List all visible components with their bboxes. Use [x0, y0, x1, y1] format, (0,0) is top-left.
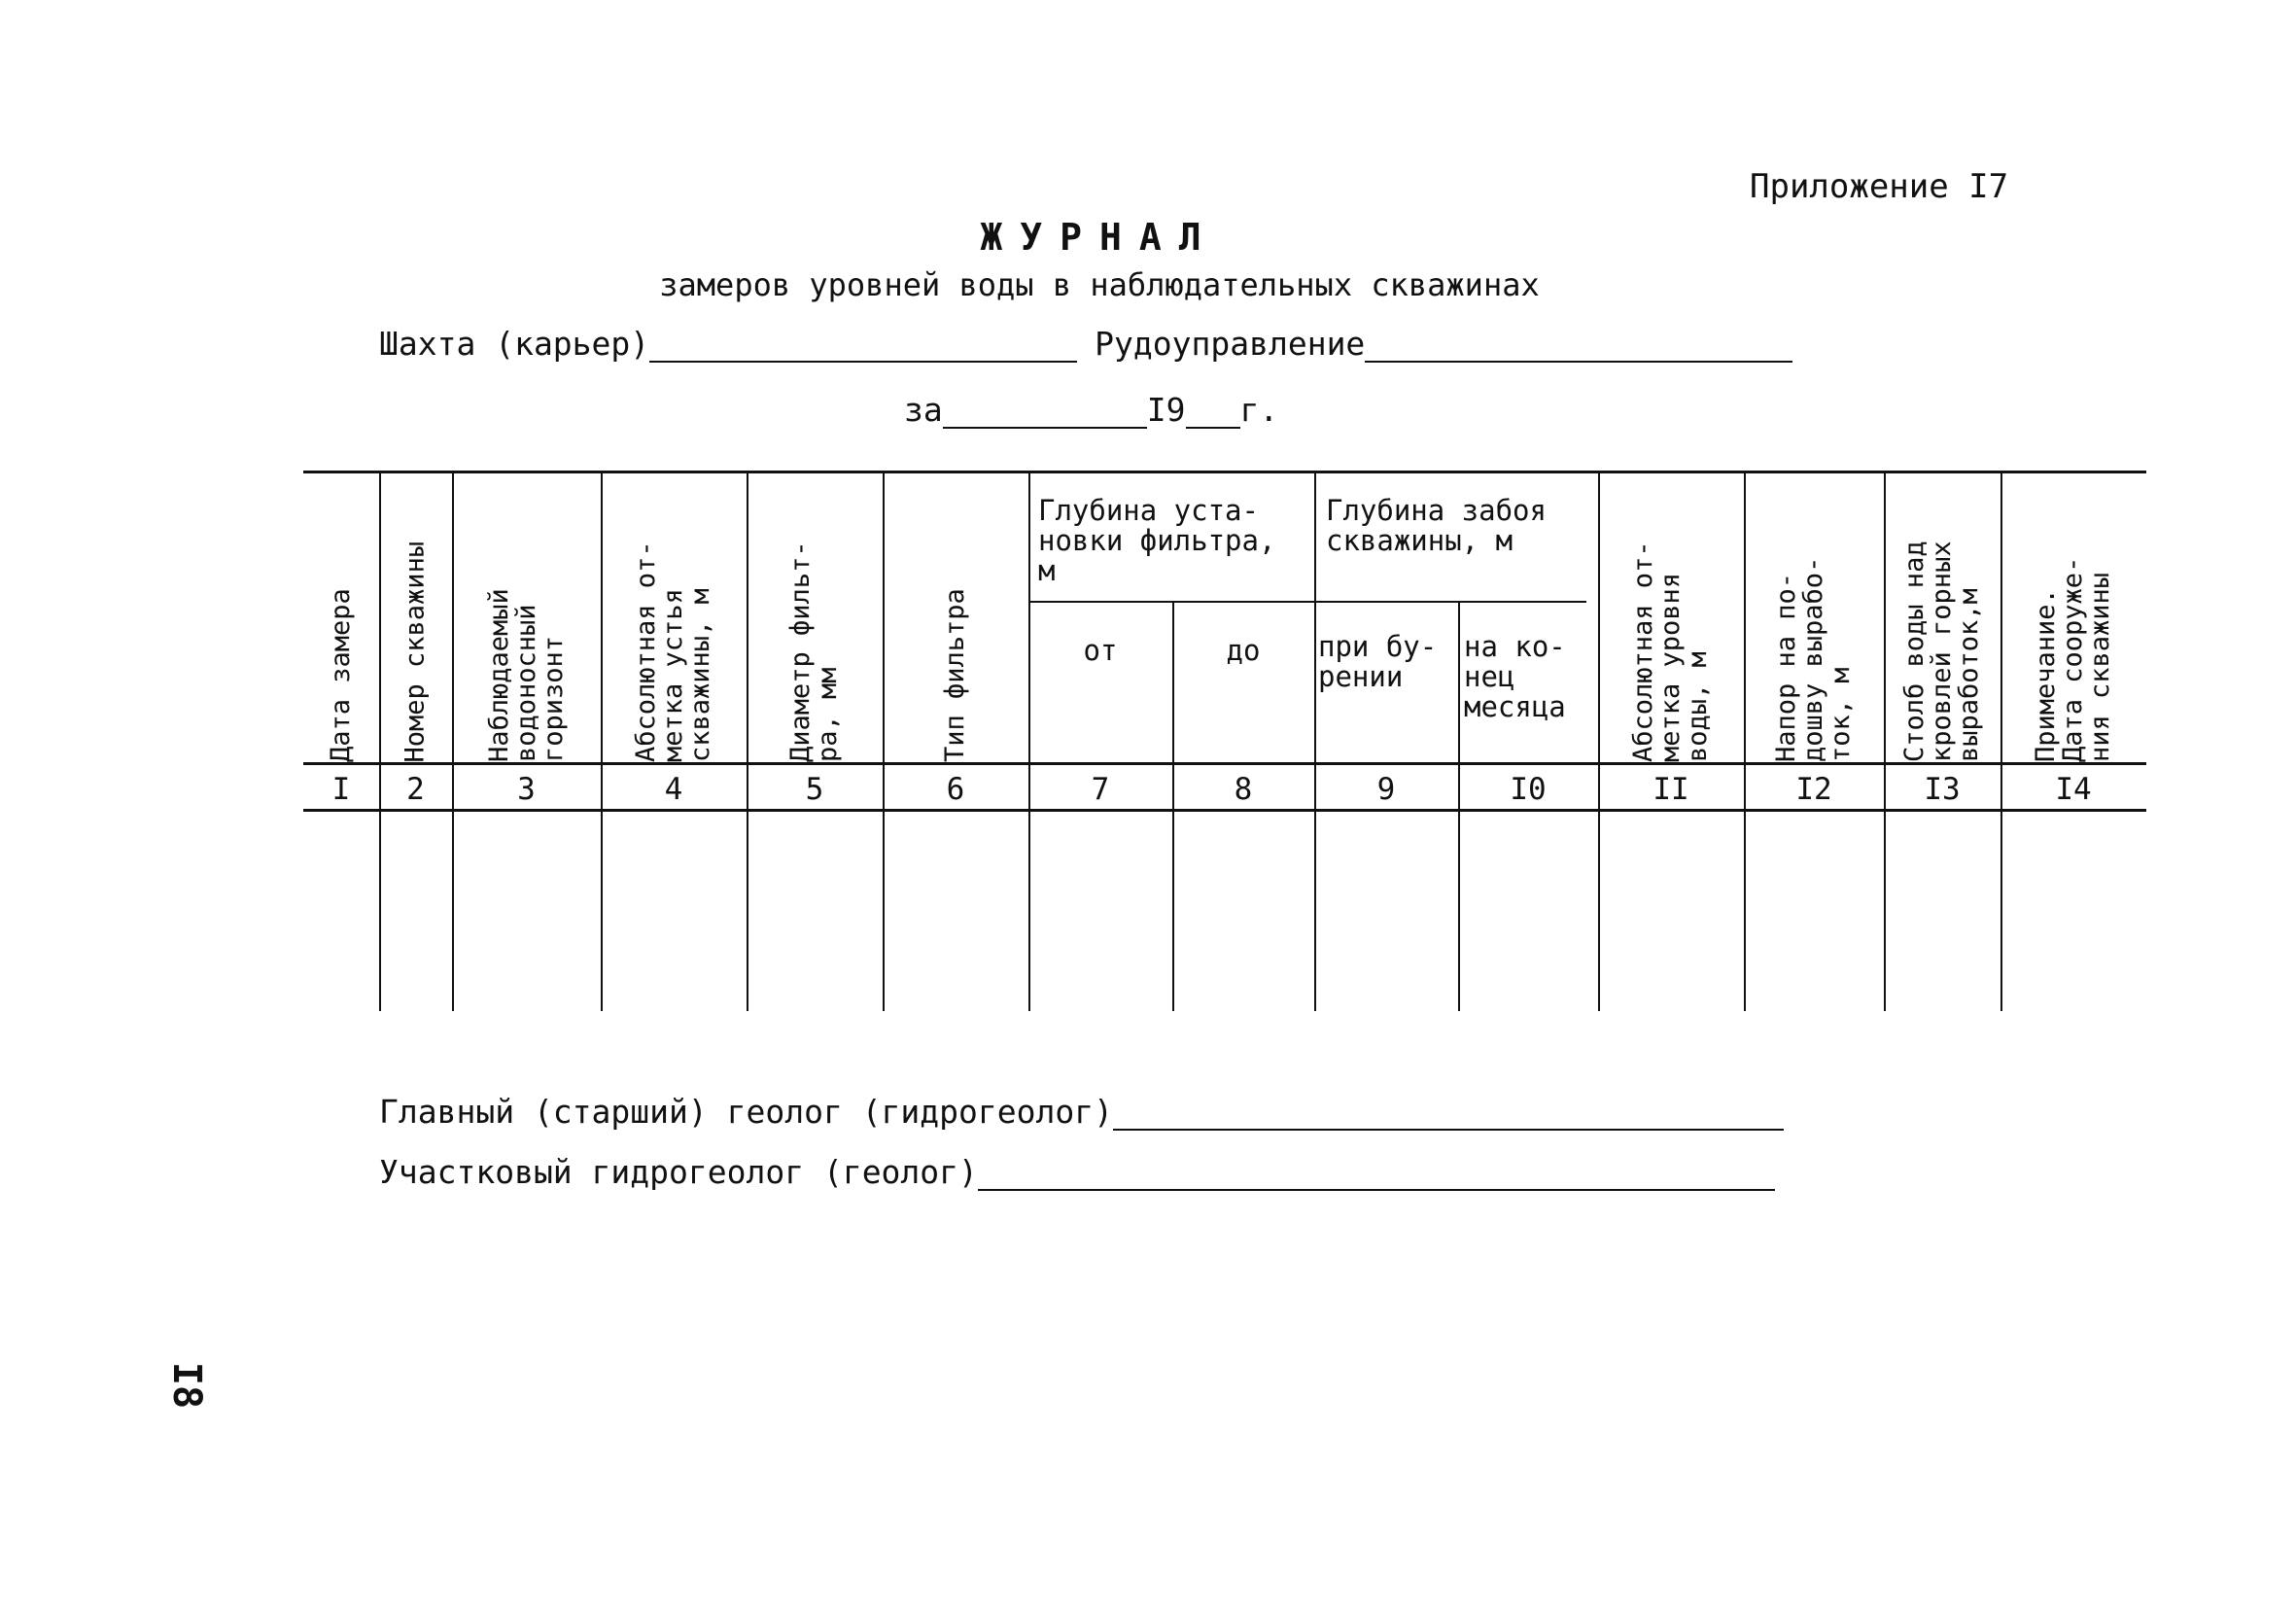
header-filter-diameter: Диаметр фильт- ра, мм — [785, 541, 843, 762]
period-suffix: г. — [1239, 391, 1279, 429]
document-title: ЖУРНАЛ — [980, 216, 1219, 259]
group-well-depth: Глубина забоя скважины, м — [1326, 494, 1547, 557]
site-hydrogeologist-field[interactable] — [978, 1160, 1775, 1191]
header-filter-type: Тип фильтра — [940, 588, 970, 762]
measurement-table — [303, 471, 2146, 1011]
mine-row — [379, 325, 1792, 363]
col-number: I4 — [2055, 772, 2092, 807]
department-field[interactable] — [1365, 332, 1792, 363]
header-wellhead-elevation: Абсолютная от- метка устья скважины, м — [631, 541, 715, 762]
numbers-bottom-rule — [303, 809, 2146, 812]
header-note: Примечание. Дата сооруже- ния скважины — [2031, 556, 2115, 762]
col-number: 7 — [1091, 772, 1110, 807]
document-subtitle: замеров уровней воды в наблюдательных скважинах — [659, 266, 1540, 303]
col-number: 9 — [1376, 772, 1396, 807]
header-at-drilling: при бу- рении — [1318, 630, 1438, 693]
header-water-level-elevation: Абсолютная от- метка уровня воды, м — [1628, 541, 1713, 762]
col-number: I3 — [1924, 772, 1961, 807]
header-aquifer: Наблюдаемый водоносный горизонт — [484, 588, 569, 762]
col-number: I2 — [1795, 772, 1832, 807]
period-row — [904, 391, 1278, 429]
col-divider — [1314, 471, 1316, 1011]
mine-label: Шахта (карьер) — [379, 325, 650, 363]
chief-geologist-row — [379, 1093, 1784, 1131]
header-bottom-rule — [303, 762, 2146, 765]
period-prefix: за — [904, 391, 943, 429]
header-well-number: Номер скважины — [400, 541, 430, 763]
mine-field[interactable] — [649, 332, 1077, 363]
group-filter-depth: Глубина уста- новки фильтра, м — [1038, 494, 1276, 587]
period-year: I9 — [1146, 391, 1186, 429]
col-number: 8 — [1234, 772, 1253, 807]
col-number: II — [1652, 772, 1689, 807]
department-label: Рудоуправление — [1095, 325, 1366, 363]
col-number: 2 — [406, 772, 425, 807]
header-pressure: Напор на по- дошву вырабо- ток, м — [1771, 556, 1856, 762]
year-field[interactable] — [1186, 398, 1240, 429]
header-from: от — [1083, 634, 1118, 667]
page-number: I8 — [164, 1361, 209, 1410]
col-number: I0 — [1510, 772, 1547, 807]
site-hydrogeologist-label: Участковый гидрогеолог (геолог) — [379, 1153, 978, 1191]
appendix-label: Приложение I7 — [1750, 167, 2009, 206]
header-end-month: на ко- нец месяца — [1464, 630, 1566, 723]
site-hydrogeologist-row — [379, 1153, 1775, 1191]
header-to: до — [1226, 634, 1261, 667]
period-field[interactable] — [943, 398, 1147, 429]
col-number: 4 — [664, 772, 683, 807]
header-water-column: Столб воды над кровлей горных выработок,м — [1899, 541, 1984, 762]
col-number: 6 — [946, 772, 965, 807]
group-divider — [1028, 601, 1586, 603]
col-number: I — [331, 772, 351, 807]
chief-geologist-label: Главный (старший) геолог (гидрогеолог) — [379, 1093, 1113, 1131]
col-number: 3 — [517, 772, 536, 807]
col-divider — [1028, 471, 1030, 1011]
chief-geologist-field[interactable] — [1113, 1100, 1784, 1131]
col-number: 5 — [805, 772, 824, 807]
header-date: Дата замера — [326, 588, 356, 762]
